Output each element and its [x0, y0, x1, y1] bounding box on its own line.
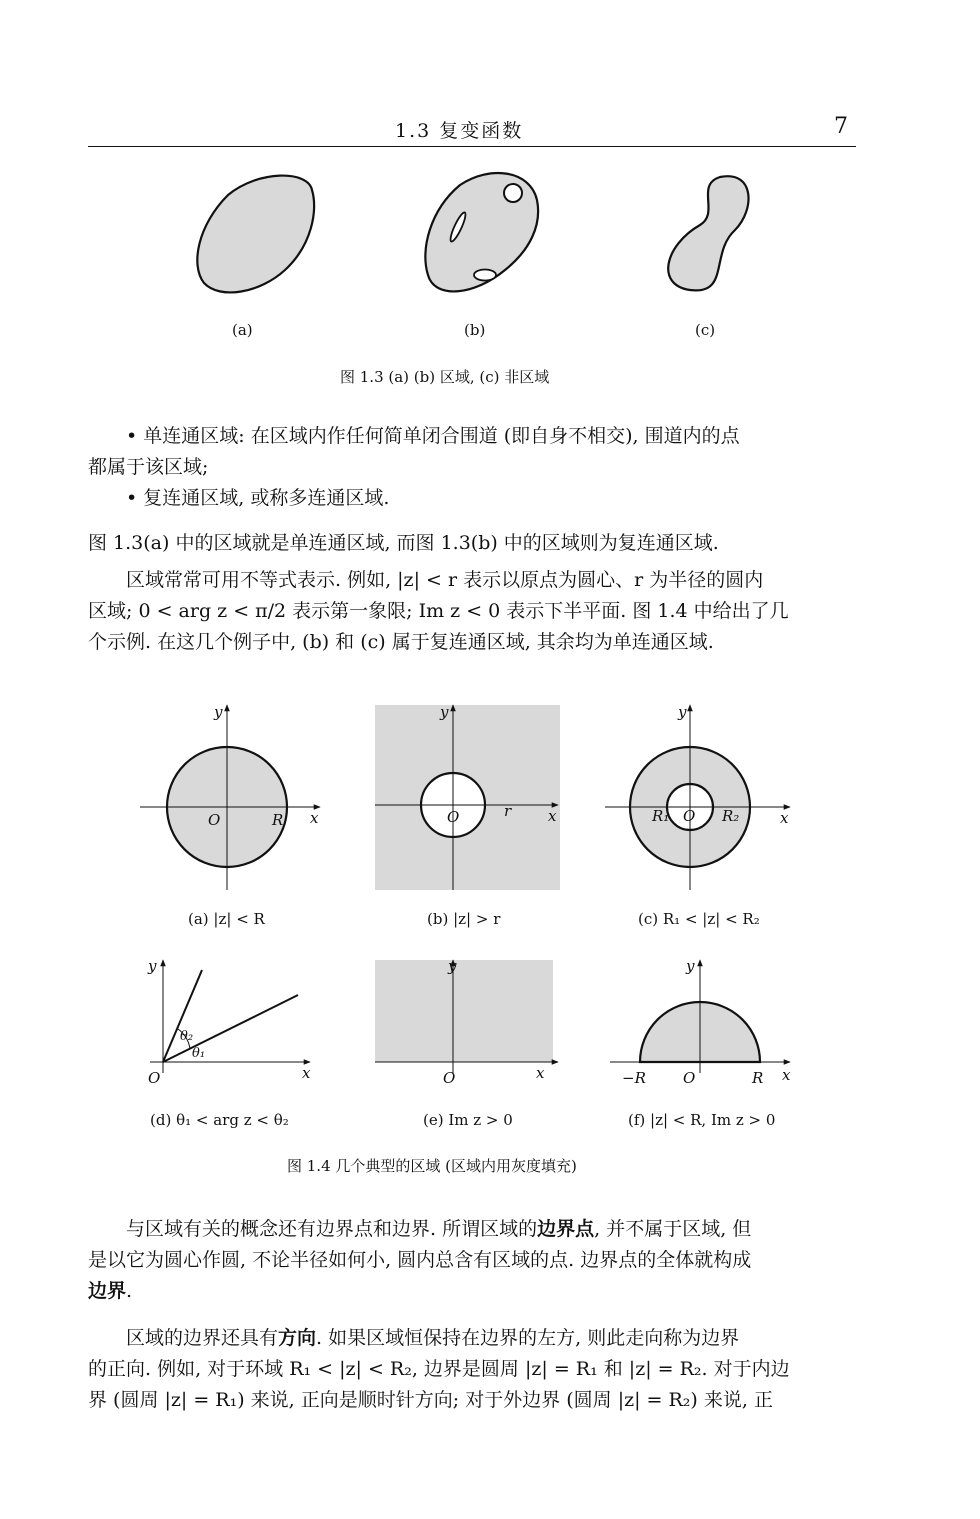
fig14f-r-label: R: [752, 1069, 764, 1087]
paragraph-2-line1: 区域常常可用不等式表示. 例如, |z| < r 表示以原点为圆心、r 为半径的圆内: [126, 569, 764, 591]
term-boundary-point: 边界点: [537, 1218, 595, 1240]
paragraph-4: [88, 1323, 858, 1416]
fig14b-panel: [375, 705, 560, 890]
fig13a-region: [197, 176, 314, 293]
fig14a-y-label: y: [214, 703, 223, 721]
fig13b-hole-circle: [504, 184, 522, 202]
paragraph-4-line2: 的正向. 例如, 对于环域 R₁ < |z| < R₂, 边界是圆周 |z| = R₁ 和 |z| = R₂. 对于内边: [88, 1358, 790, 1380]
bullet-simply-connected: • 单连通区域: 在区域内作任何简单闭合围道 (即自身不相交), 围道内的点: [126, 425, 740, 447]
paragraph-2: [88, 565, 858, 658]
fig14-sublabel-e: (e) Im z > 0: [423, 1111, 513, 1129]
paragraph-1: [88, 528, 858, 559]
paragraph-4-line1: [88, 1323, 858, 1354]
fig14e-origin-label: O: [443, 1069, 456, 1087]
paragraph-4-line1-c: . 如果区域恒保持在边界的左方, 则此走向称为边界: [316, 1327, 740, 1349]
paragraph-3-line1-a: 与区域有关的概念还有边界点和边界. 所谓区域的: [126, 1218, 538, 1240]
fig14-sublabel-b: (b) |z| > r: [427, 910, 501, 928]
fig14c-outer-radius-label: R₂: [722, 807, 740, 825]
paragraph-3-line3-end: .: [126, 1280, 133, 1302]
fig14d-y-label: y: [148, 957, 157, 975]
fig14c-inner-radius-label: R₁: [652, 807, 670, 825]
paragraph-4-line3: 界 (圆周 |z| = R₁) 来说, 正向是顺时针方向; 对于外边界 (圆周 |z| = R₂) 来说, 正: [88, 1389, 773, 1411]
running-header-title: 1.3 复变函数: [395, 120, 524, 142]
fig13-sublabel-c: (c): [695, 321, 716, 339]
fig14d-origin-label: O: [148, 1069, 161, 1087]
fig14d-theta2-label: θ₂: [180, 1029, 194, 1044]
fig14a-radius-label: R: [272, 811, 284, 829]
fig13c-figure-eight: [668, 176, 748, 290]
fig14a-panel: [140, 705, 320, 890]
header-rule: [88, 146, 856, 147]
fig14e-y-label: y: [448, 957, 457, 975]
figure-1-3: [180, 165, 780, 305]
paragraph-4-line1-a: 区域的边界还具有: [126, 1327, 279, 1349]
paragraph-3: [88, 1214, 858, 1307]
paragraph-3-line1: [88, 1214, 858, 1245]
term-direction: 方向: [278, 1327, 317, 1349]
fig14f-origin-label: O: [683, 1069, 696, 1087]
fig14a-origin-label: O: [208, 811, 221, 829]
fig14f-panel: [610, 960, 790, 1073]
fig14-sublabel-d: (d) θ₁ < arg z < θ₂: [150, 1111, 289, 1129]
fig14f-y-label: y: [686, 957, 695, 975]
bullet-multiply-connected: • 复连通区域, 或称多连通区域.: [126, 487, 390, 509]
fig14c-y-label: y: [678, 703, 687, 721]
bullet-list: [88, 421, 858, 514]
fig13-sublabel-a: (a): [232, 321, 253, 339]
fig14b-y-label: y: [440, 703, 449, 721]
fig14e-halfplane-fill: [375, 960, 553, 1062]
paragraph-3-line2: 是以它为圆心作圆, 不论半径如何小, 圆内总含有区域的点. 边界点的全体就构成: [88, 1249, 752, 1271]
fig14-caption: 图 1.4 几个典型的区域 (区域内用灰度填充): [287, 1157, 577, 1175]
fig14-sublabel-c: (c) R₁ < |z| < R₂: [638, 910, 760, 928]
fig14d-theta1-label: θ₁: [192, 1046, 206, 1061]
fig14e-panel: [375, 960, 558, 1073]
paragraph-3-line1-c: , 并不属于区域, 但: [594, 1218, 752, 1240]
paragraph-2-line3: 个示例. 在这几个例子中, (b) 和 (c) 属于复连通区域, 其余均为单连通区域.: [88, 631, 714, 653]
fig14d-x-label: x: [302, 1064, 311, 1082]
fig14e-x-label: x: [536, 1064, 545, 1082]
fig14-sublabel-f: (f) |z| < R, Im z > 0: [628, 1111, 776, 1129]
fig13-sublabel-b: (b): [464, 321, 486, 339]
fig14a-x-label: x: [310, 809, 319, 827]
fig13-caption: 图 1.3 (a) (b) 区域, (c) 非区域: [340, 368, 550, 386]
paragraph-3-line3: [88, 1276, 858, 1307]
fig14f-x-label: x: [782, 1066, 791, 1084]
fig14b-radius-label: r: [504, 802, 512, 820]
bullet-simply-connected-cont: 都属于该区域;: [88, 456, 209, 478]
fig14c-x-label: x: [780, 809, 789, 827]
fig14b-x-label: x: [548, 807, 557, 825]
paragraph-1-text: 图 1.3(a) 中的区域就是单连通区域, 而图 1.3(b) 中的区域则为复连通区域.: [88, 532, 719, 554]
page-number: 7: [834, 114, 848, 139]
fig14-sublabel-a: (a) |z| < R: [188, 910, 265, 928]
fig14c-origin-label: O: [683, 807, 696, 825]
term-boundary: 边界: [88, 1280, 127, 1302]
fig14d-panel: [150, 960, 310, 1073]
fig14f-minus-r-label: −R: [622, 1069, 646, 1087]
paragraph-2-line2: 区域; 0 < arg z < π/2 表示第一象限; Im z < 0 表示下半平面. 图 1.4 中给出了几: [88, 600, 789, 622]
fig14b-origin-label: O: [447, 808, 460, 826]
fig13b-hole-oval: [474, 270, 496, 281]
figure-1-4: [130, 695, 830, 1095]
fig14c-panel: [605, 705, 790, 890]
